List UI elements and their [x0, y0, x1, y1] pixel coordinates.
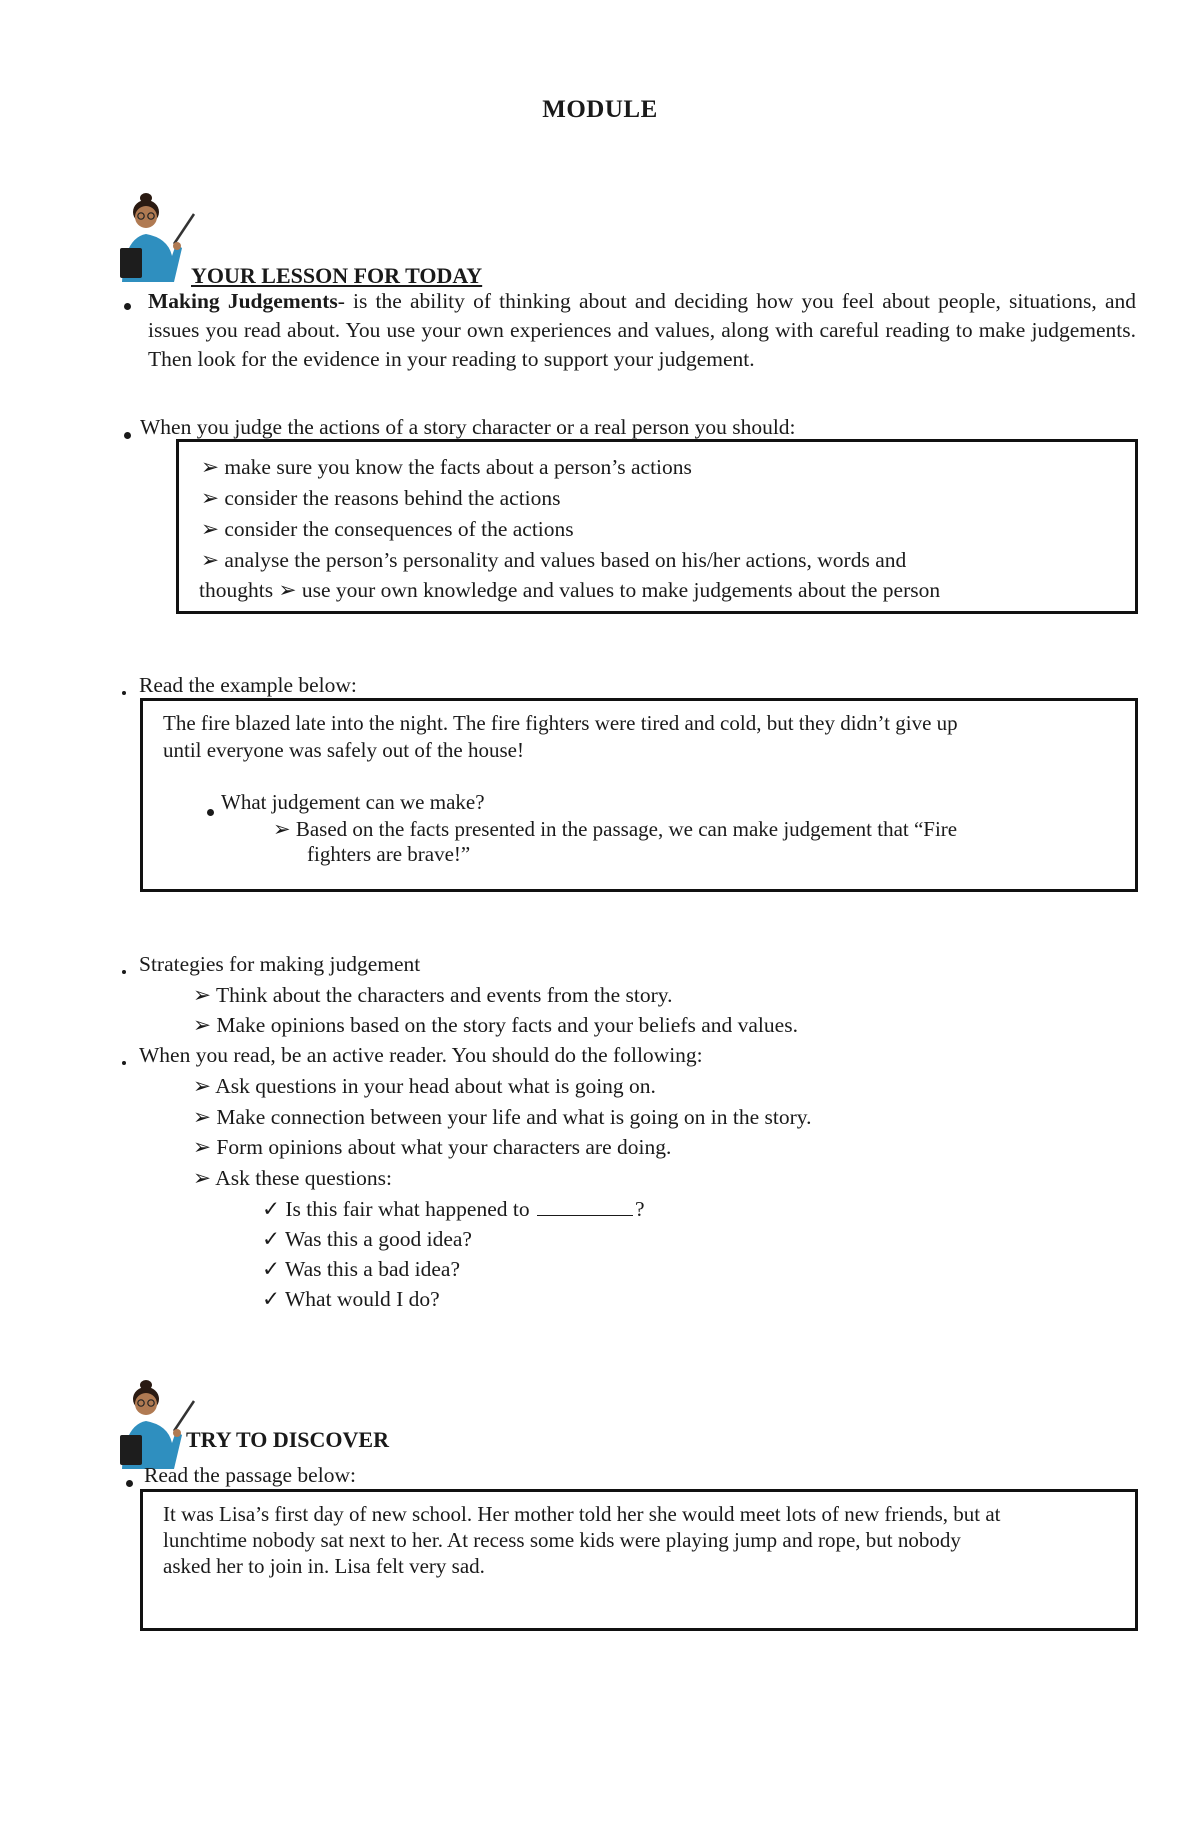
bullet: [124, 426, 131, 444]
judge-intro: When you judge the actions of a story character or a real person you should:: [140, 415, 796, 439]
strategies-intro: Strategies for making judgement: [139, 952, 421, 976]
example-passage-line: until everyone was safely out of the house!: [163, 738, 524, 762]
teacher-icon: [104, 186, 200, 286]
bullet: [122, 1054, 126, 1072]
active-item: ➢ Ask questions in your head about what is going on.: [193, 1074, 656, 1098]
question-item: ✓ Was this a bad idea?: [262, 1257, 460, 1281]
page-title: MODULE: [542, 96, 658, 123]
judge-item: ➢ make sure you know the facts about a person’s actions: [201, 455, 692, 479]
question-item: ✓ Was this a good idea?: [262, 1227, 472, 1251]
judge-item: ➢ analyse the person’s personality and values based on his/her actions, words and: [201, 548, 907, 572]
definition-body: - is the ability of thinking about and deciding how you feel about people, situations, and issues you read about. You use your own experiences and values, along with careful reading to make judgements. Then look for the evidence in your reading to support your judgement.: [148, 289, 1136, 371]
bullet: [122, 963, 126, 981]
active-item: ➢ Form opinions about what your characters are doing.: [193, 1135, 672, 1159]
discover-passage-line: It was Lisa’s first day of new school. Her mother told her she would meet lots of new friends, but at: [163, 1502, 1001, 1526]
bullet: [124, 297, 131, 315]
bullet: [207, 803, 214, 821]
example-box: [140, 698, 1138, 892]
example-answer-line: ➢ Based on the facts presented in the passage, we can make judgement that “Fire: [273, 817, 958, 841]
bullet: [122, 684, 126, 702]
judge-item: thoughts ➢ use your own knowledge and values to make judgements about the person: [199, 578, 941, 602]
judge-box: [176, 439, 1138, 614]
definition-term: Making Judgements: [148, 289, 338, 313]
judge-item: ➢ consider the consequences of the actions: [201, 517, 574, 541]
example-question: What judgement can we make?: [221, 790, 485, 814]
example-passage-line: The fire blazed late into the night. The fire fighters were tired and cold, but they didn’t give up: [163, 711, 958, 735]
example-intro: Read the example below:: [139, 673, 357, 697]
teacher-icon: [104, 1373, 200, 1473]
question-item: ✓ What would I do?: [262, 1287, 440, 1311]
judge-item: ➢ consider the reasons behind the actions: [201, 486, 561, 510]
active-item: ➢ Make connection between your life and what is going on in the story.: [193, 1105, 812, 1129]
strategy-item: ➢ Make opinions based on the story facts and your beliefs and values.: [193, 1013, 798, 1037]
definition-paragraph: [148, 287, 1136, 374]
discover-passage-line: lunchtime nobody sat next to her. At recess some kids were playing jump and rope, but nobody: [163, 1528, 961, 1552]
discover-passage-box: [140, 1489, 1138, 1631]
strategy-item: ➢ Think about the characters and events from the story.: [193, 983, 673, 1007]
discover-intro: Read the passage below:: [144, 1463, 356, 1487]
question-item: ✓ Is this fair what happened to ?: [262, 1197, 645, 1221]
active-item: ➢ Ask these questions:: [193, 1166, 392, 1190]
example-answer-line: fighters are brave!”: [307, 842, 471, 866]
bullet: [126, 1474, 133, 1492]
active-intro: When you read, be an active reader. You should do the following:: [139, 1043, 703, 1067]
lesson-heading: YOUR LESSON FOR TODAY: [191, 263, 483, 288]
fill-in-blank: [537, 1214, 633, 1216]
discover-heading: TRY TO DISCOVER: [186, 1427, 389, 1452]
discover-passage-line: asked her to join in. Lisa felt very sad.: [163, 1554, 485, 1578]
